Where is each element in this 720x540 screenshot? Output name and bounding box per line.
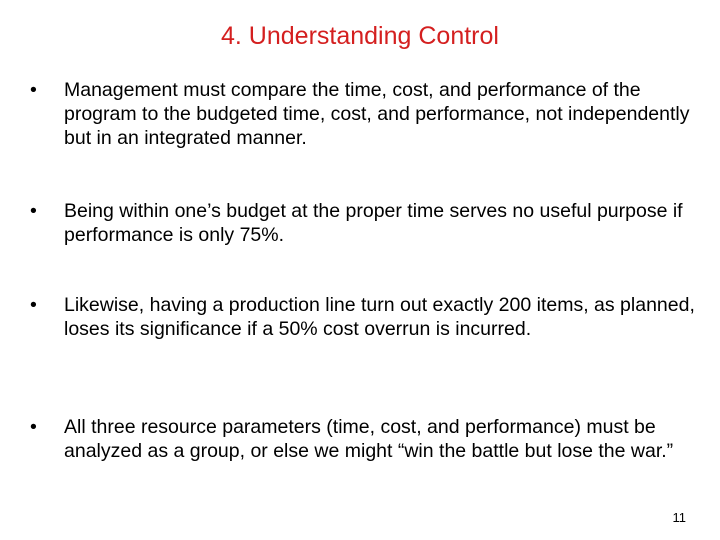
bullet-text: All three resource parameters (time, cost, and performance) must be analyzed as a group, or else we might “win the battle but lose the war.” <box>64 416 674 462</box>
slide-title: 4. Understanding Control <box>221 22 499 50</box>
bullet-text: Being within one’s budget at the proper time serves no useful purpose if performance is only 75%. <box>64 200 683 246</box>
bullet-text: Management must compare the time, cost, and performance of the program to the budgeted time, cost, and performance, not independently but in an integrated manner. <box>64 79 690 149</box>
page-number: 11 <box>672 510 686 525</box>
bullet-text: Likewise, having a production line turn out exactly 200 items, as planned, loses its significance if a 50% cost overrun is incurred. <box>64 294 695 340</box>
bullet-item-4 <box>30 415 700 463</box>
bullet-item-3 <box>30 293 700 341</box>
bullet-icon: • <box>30 294 37 316</box>
bullet-item-2 <box>30 199 700 247</box>
bullet-icon: • <box>30 416 37 438</box>
bullet-item-1 <box>30 78 700 150</box>
bullet-icon: • <box>30 79 37 101</box>
bullet-icon: • <box>30 200 37 222</box>
